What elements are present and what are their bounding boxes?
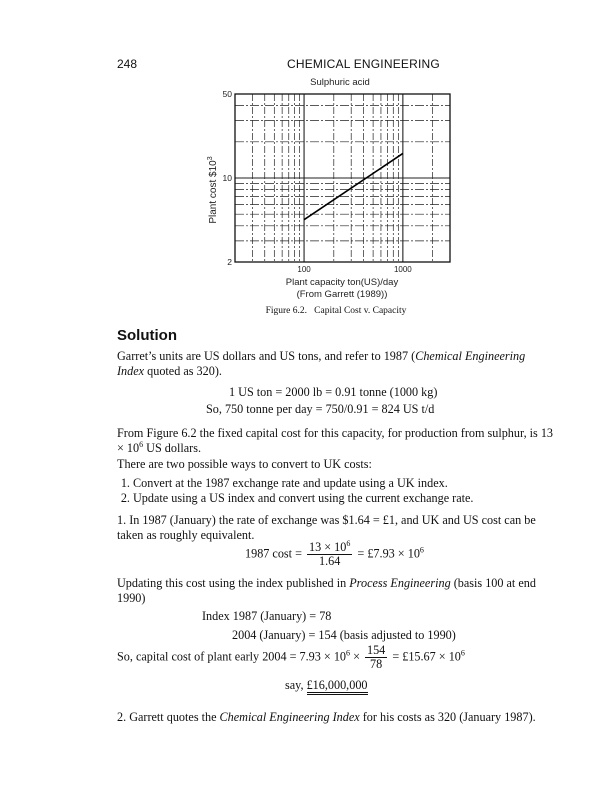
x-tick-label: 1000	[393, 265, 412, 274]
y-axis-label: Plant cost $\$10^3$	[207, 156, 219, 224]
y-tick-label: 50	[222, 89, 232, 99]
y-tick-label: 2	[227, 257, 232, 267]
chart-title: Sulphuric acid	[310, 77, 370, 88]
running-title: CHEMICAL ENGINEERING	[287, 57, 440, 71]
data-series	[304, 153, 403, 219]
equation-ton: 1 US ton = 2000 lb = 0.91 tonne (1000 kg)	[229, 385, 438, 399]
list-item: 1. Convert at the 1987 exchange rate and update using a UK index.	[133, 476, 555, 491]
series-line	[304, 153, 403, 219]
grid-lines	[235, 94, 450, 262]
caption-text: Capital Cost v. Capacity	[314, 306, 407, 316]
paragraph-exchange-rate: 1. In 1987 (January) the rate of exchange was $1.64 = £1, and UK and US cost can be taken as roughly equivalent.	[117, 513, 536, 542]
paragraph-index-update: Updating this cost using the index published in Process Engineering (basis 100 at end 1990)	[117, 576, 536, 605]
list-item: 2. Update using a US index and convert using the current exchange rate.	[133, 491, 555, 506]
index-2004: 2004 (January) = 154 (basis adjusted to 1990)	[232, 628, 456, 642]
index-1987: Index 1987 (January) = 78	[202, 609, 332, 623]
x-axis-source: (From Garrett (1989))	[296, 289, 388, 300]
conversion-list	[117, 476, 555, 506]
solution-heading: Solution	[117, 327, 177, 344]
paragraph-garrett-index: 2. Garrett quotes the Chemical Engineering Index for his costs as 320 (January 1987).	[117, 710, 536, 724]
x-axis-label: Plant capacity ton(US)/day	[285, 277, 399, 288]
equation-capacity: So, 750 tonne per day = 750/0.91 = 824 US t/d	[206, 402, 435, 416]
capital-cost-chart	[195, 74, 475, 306]
fraction: $\frac{154}{78}$	[366, 643, 386, 671]
intro-paragraph: Garret’s units are US dollars and US tons, and refer to 1987 (Chemical Engineering Index quoted as 320).	[117, 349, 526, 378]
y-tick-label: 10	[222, 173, 232, 183]
paragraph-conversion-ways: There are two possible ways to convert to UK costs:	[117, 457, 372, 471]
figure-caption	[117, 306, 555, 316]
equation-capital-cost-2004: So, capital cost of plant early $2004 = 7.93 \times 10^6$ × $\frac{154}{78}$ = £15.67 × $10^6$	[117, 643, 465, 671]
equation-1987-cost: 1987 cost = $\frac{13 \times 10^6}{1.64}$ = £7.93 × $10^6$	[245, 539, 424, 568]
fraction: $\frac{13 \times 10^6}{1.64}$	[309, 539, 351, 568]
paragraph-fixed-capital: From Figure 6.2 the fixed capital cost for this capacity, for production from sulphur, is $13 \times 10^6$ US dollars.	[117, 426, 554, 455]
axis-ticks	[223, 89, 413, 274]
x-tick-label: 100	[297, 265, 311, 274]
final-cost-value: £16,000,000	[307, 678, 368, 695]
page-number: 248	[117, 57, 138, 71]
rounded-cost: say, £16,000,000	[285, 678, 368, 693]
caption-prefix: Figure 6.2.	[265, 306, 308, 316]
